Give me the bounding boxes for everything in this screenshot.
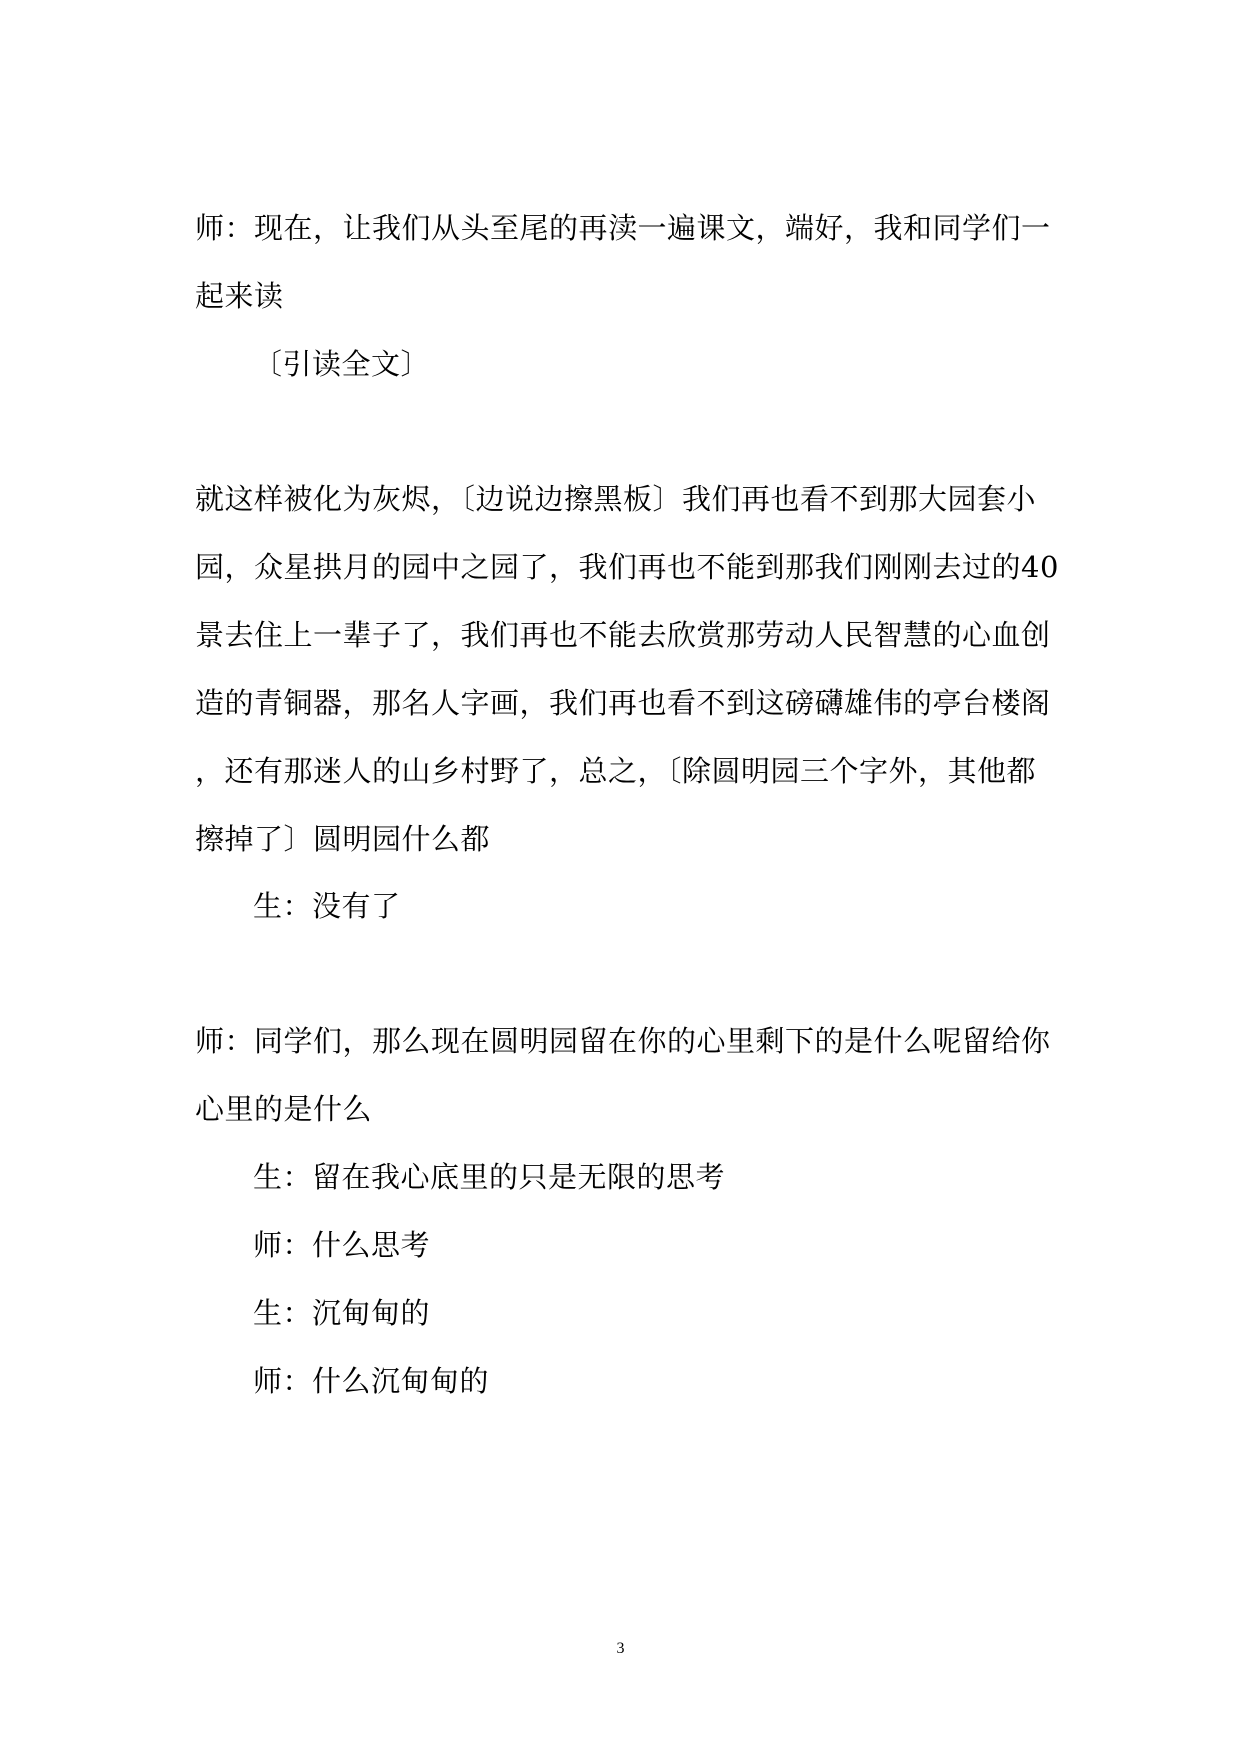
dialogue-line: 生：沉甸甸的 <box>253 1296 431 1330</box>
paragraph-line: 就这样被化为灰烬，〔边说边擦黑板〕我们再也看不到那大园套小 <box>195 482 1037 516</box>
paragraph-line: 景去住上一辈子了，我们再也不能去欣赏那劳动人民智慧的心血创 <box>195 618 1051 652</box>
paragraph-line: 园，众星拱月的园中之园了，我们再也不能到那我们刚刚去过的40 <box>195 550 1059 584</box>
paragraph-line: ，还有那迷人的山乡村野了，总之，〔除圆明园三个字外，其他都 <box>195 754 1037 788</box>
page-number: 3 <box>616 1640 625 1657</box>
paragraph-line: 师：现在，让我们从头至尾的再渎一遍课文，端好，我和同学们一 <box>195 211 1051 245</box>
paragraph-line: 心里的是什么 <box>195 1092 373 1126</box>
dialogue-line: 生：没有了 <box>253 889 401 923</box>
paragraph-line: 起来读 <box>195 279 284 313</box>
dialogue-line: 生：留在我心底里的只是无限的思考 <box>253 1160 726 1194</box>
paragraph-line: 师：同学们，那么现在圆明园留在你的心里剩下的是什么呢留给你 <box>195 1024 1051 1058</box>
stage-direction: 〔引读全文〕 <box>253 347 431 381</box>
paragraph-line: 造的青铜器，那名人字画，我们再也看不到这磅礴雄伟的亭台楼阁 <box>195 686 1051 720</box>
paragraph-line: 擦掉了〕圆明园什么都 <box>195 822 491 856</box>
dialogue-line: 师：什么思考 <box>253 1228 431 1262</box>
dialogue-line: 师：什么沉甸甸的 <box>253 1364 490 1398</box>
